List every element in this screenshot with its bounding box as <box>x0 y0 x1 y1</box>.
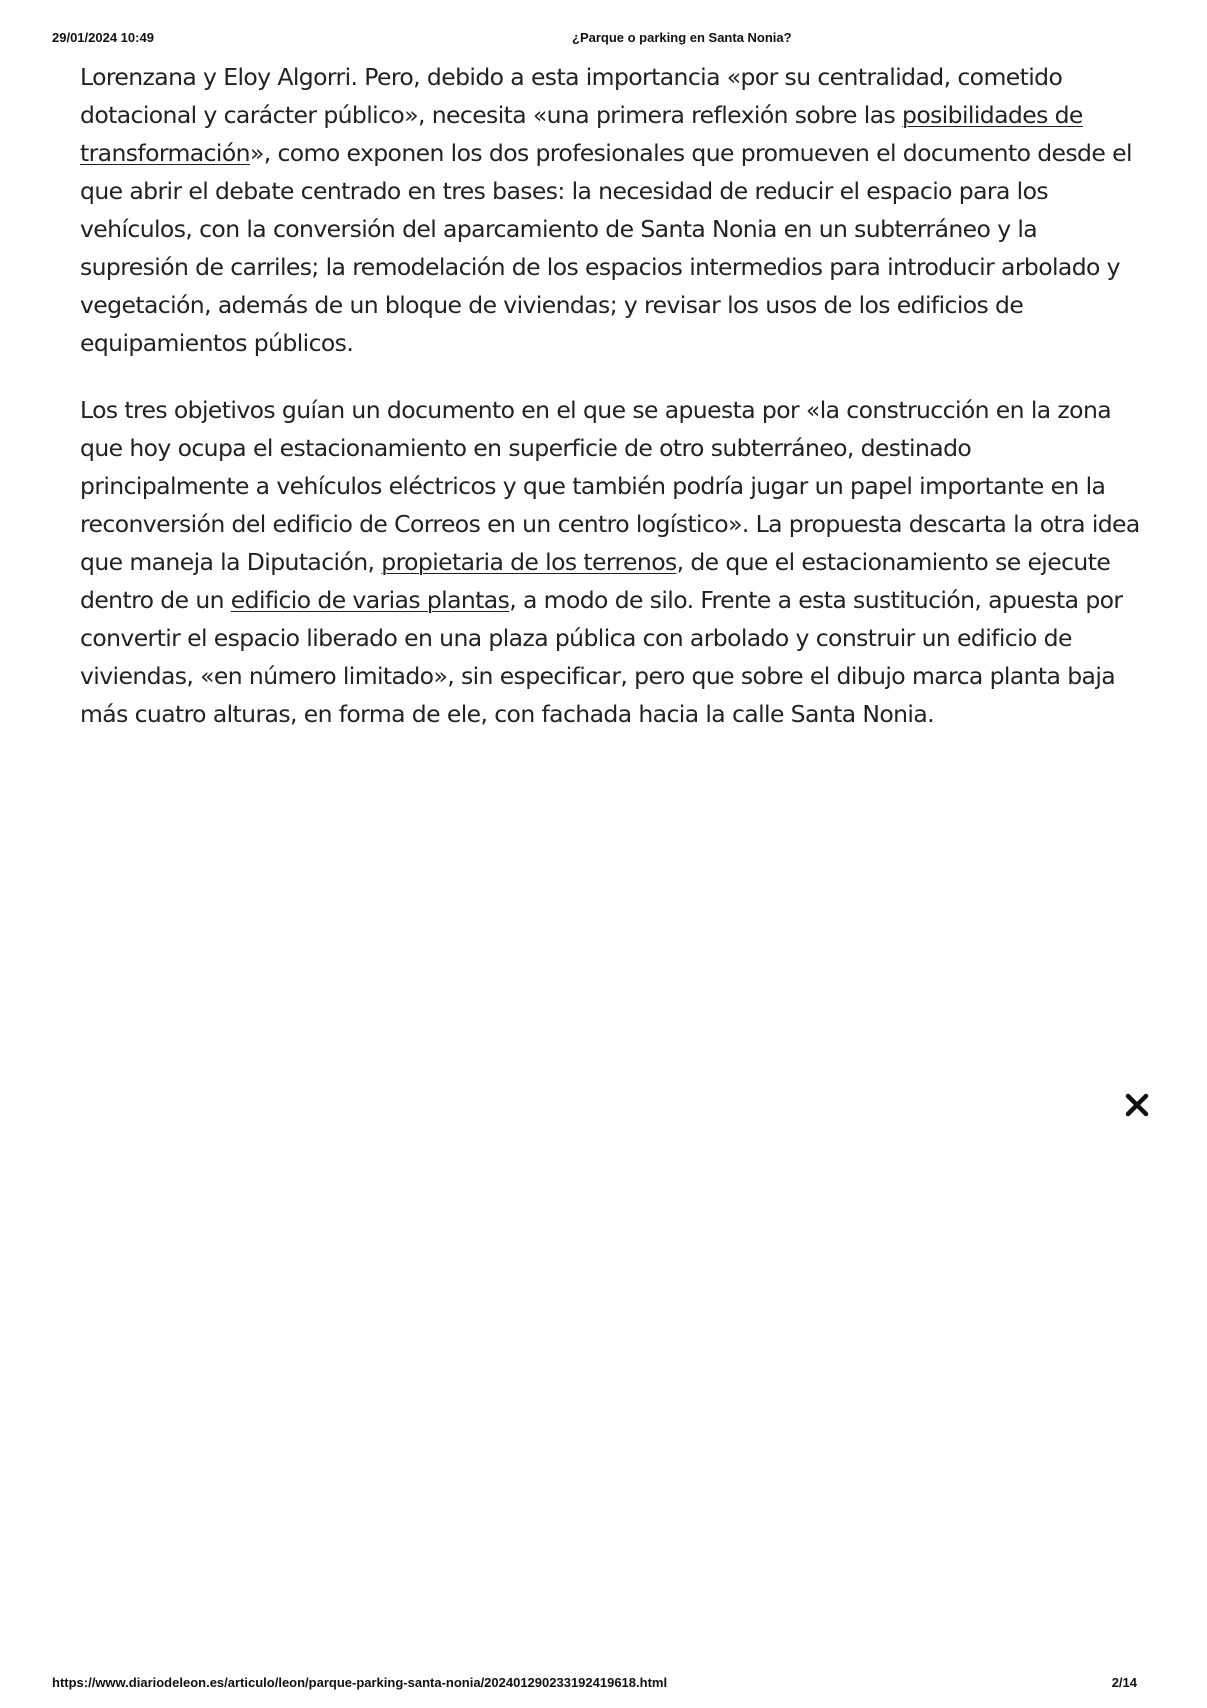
paragraph-1-text-1: Lorenzana y Eloy Algorri. Pero, debido a esta importancia «por su centralidad, cometido dotacional y carácter público», necesita «una primera reflexión sobre las <box>80 63 1063 129</box>
article-paragraph-1 <box>80 58 1145 362</box>
paragraph-2-text-1: Los tres objetivos guían un documento en el que se apuesta por «la construcción en la zona que hoy ocupa el estacionamiento en superficie de otro subterráneo, destinado principalmente a vehículos eléctricos y que también podría jugar un papel importante en la reconversión del edificio de Correos en un centro logístico». La propuesta descarta la otra idea que maneja la Diputación, <box>80 396 1140 576</box>
print-url: https://www.diariodeleon.es/articulo/leon/parque-parking-santa-nonia/202401290233192419618.html <box>52 1675 668 1690</box>
print-page-title: ¿Parque o parking en Santa Nonia? <box>572 30 792 45</box>
close-icon <box>1122 1090 1152 1120</box>
link-posibilidades-de-transformacion[interactable]: posibilidades de transformación <box>80 101 1083 167</box>
close-button[interactable] <box>1122 1090 1152 1120</box>
print-header <box>52 30 1155 50</box>
article-paragraph-2 <box>80 391 1145 733</box>
page-number: 2/14 <box>1111 1675 1137 1690</box>
link-propietaria-de-los-terrenos[interactable]: propietaria de los terrenos <box>381 548 677 576</box>
paragraph-1-text-2: », como exponen los dos profesionales que promueven el documento desde el que abrir el debate centrado en tres bases: la necesidad de reducir el espacio para los vehículos, con la conversión del aparcamiento de Santa Nonia en un subterráneo y la supresión de carriles; la remodelación de los espacios intermedios para introducir arbolado y vegetación, además de un bloque de viviendas; y revisar los usos de los edificios de equipamientos públicos. <box>80 139 1132 357</box>
paragraph-2-text-2: , de que el estacionamiento se ejecute dentro de un <box>80 548 1111 614</box>
paragraph-2-text-3: , a modo de silo. Frente a esta sustitución, apuesta por convertir el espacio liberado en una plaza pública con arbolado y construir un edificio de viviendas, «en número limitado», sin especificar, pero que sobre el dibujo marca planta baja más cuatro alturas, en forma de ele, con fachada hacia la calle Santa Nonia. <box>80 586 1123 728</box>
link-edificio-de-varias-plantas[interactable]: edificio de varias plantas <box>230 586 510 614</box>
print-footer <box>52 1675 1155 1695</box>
print-datetime: 29/01/2024 10:49 <box>52 30 154 45</box>
article-body <box>80 58 1145 762</box>
